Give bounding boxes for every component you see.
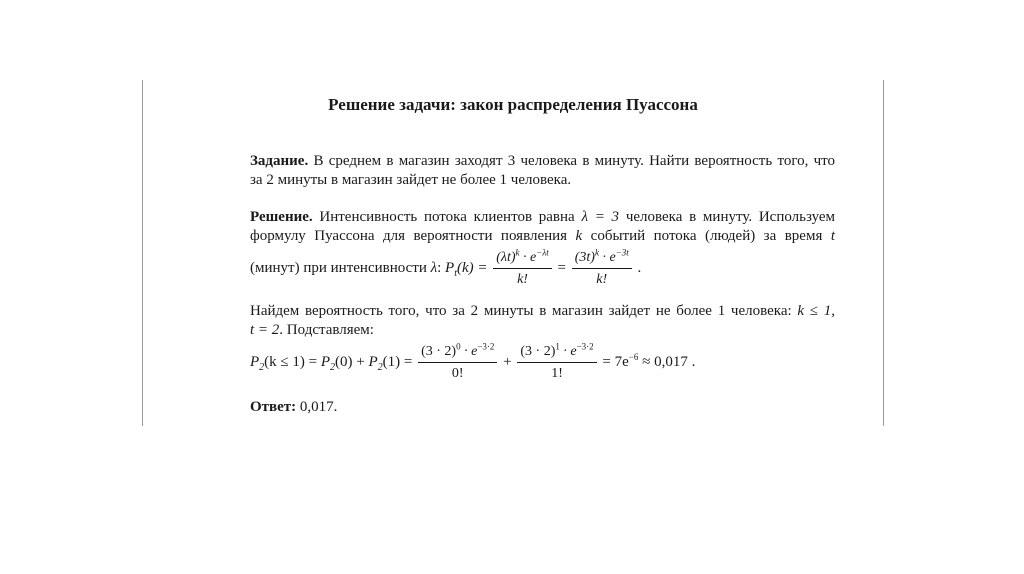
colon: : — [437, 259, 442, 276]
answer-value: 0,017. — [299, 399, 338, 415]
find-text-1: Найдем вероятность того, что за 2 минуты в магазин зайдет не более 1 человека: — [250, 303, 792, 319]
var-lambda: λ — [430, 259, 438, 276]
condition-k: k ≤ 1, — [797, 303, 835, 319]
document-page — [142, 80, 884, 426]
p-symbol: P — [368, 353, 378, 370]
num-exp-base: · e — [598, 250, 616, 265]
solution-text-1b: человека в минуту. Используем — [625, 209, 836, 225]
fraction-denominator: k! — [572, 268, 632, 289]
find-line-2 — [250, 321, 835, 340]
num-exp-base: · e — [519, 250, 537, 265]
num-base: (3t) — [574, 250, 595, 265]
p-subscript: 2 — [259, 361, 265, 373]
p-subscript: 2 — [377, 361, 383, 373]
p-symbol: P — [445, 259, 455, 276]
num-exponent: −λt — [536, 247, 549, 258]
period: . — [637, 259, 642, 276]
solution-text-1a: Интенсивность потока клиентов равна — [319, 209, 575, 225]
solution-text-2a: формулу Пуассона для вероятности появления — [250, 228, 568, 244]
num-exponent: −3·2 — [576, 341, 594, 352]
p-symbol: P — [320, 353, 331, 370]
solution-label: Решение. — [250, 209, 313, 225]
var-t: t — [830, 228, 835, 244]
p-subscript: 2 — [330, 361, 336, 373]
num-exponent: −3t — [615, 247, 629, 258]
find-paragraph — [250, 302, 835, 340]
formula-term-0: (0) + — [335, 353, 369, 370]
result-value: ≈ 0,017 . — [638, 353, 696, 370]
task-paragraph — [250, 152, 835, 190]
formula-lhs: (k ≤ 1) = — [264, 353, 321, 370]
num-power: k — [594, 247, 599, 258]
lambda-equation: λ = 3 — [581, 209, 620, 225]
formula-term-1: (1) = — [382, 353, 413, 370]
fraction-denominator: k! — [493, 268, 551, 289]
solution-paragraph — [250, 208, 835, 289]
answer-label: Ответ: — [250, 399, 297, 415]
num-power: 0 — [456, 341, 461, 352]
fraction-denominator: 1! — [517, 362, 596, 383]
fraction-numerator — [572, 248, 632, 268]
num-power: k — [515, 247, 520, 258]
num-exponent: −3·2 — [477, 341, 495, 352]
fraction-numerator — [418, 342, 497, 362]
num-base: (3 · 2) — [520, 344, 556, 359]
solution-line-2 — [250, 227, 835, 246]
fraction-denominator: 0! — [418, 362, 497, 383]
num-base: (3 · 2) — [421, 344, 457, 359]
fraction-k1 — [517, 342, 596, 383]
p-argument: (k) = — [456, 259, 488, 276]
answer-line — [250, 398, 835, 417]
plus-sign: + — [503, 353, 512, 370]
find-line-1 — [250, 302, 835, 321]
num-power: 1 — [555, 341, 560, 352]
task-label: Задание. — [250, 153, 309, 169]
answer-paragraph — [250, 398, 835, 417]
task-text-2: за 2 минуты в магазин зайдет не более 1 человека. — [250, 172, 572, 188]
p-symbol: P — [250, 353, 260, 370]
fraction-numerator — [517, 342, 596, 362]
task-line-1 — [250, 152, 835, 171]
p-subscript: t — [454, 267, 457, 279]
num-exp-base: · e — [460, 344, 478, 359]
result-base: = 7e — [602, 353, 629, 370]
page-title: Решение задачи: закон распределения Пуассона — [328, 95, 698, 114]
task-text-1: В среднем в магазин заходят 3 человека в минуту. Найти вероятность того, что — [313, 153, 836, 169]
condition-t: t = 2 — [250, 322, 280, 338]
formula-result — [602, 351, 696, 370]
poisson-fraction-general — [493, 248, 551, 289]
num-base: (λt) — [496, 250, 516, 265]
poisson-fraction-specific — [572, 248, 632, 289]
find-text-2: . Подставляем: — [279, 322, 374, 338]
num-exp-base: · e — [559, 344, 577, 359]
solution-text-3: (минут) при интенсивности — [250, 259, 427, 276]
formula-line — [250, 342, 835, 383]
fraction-k0 — [418, 342, 497, 383]
solution-text-2b: событий потока (людей) за время — [590, 228, 823, 244]
result-exponent: −6 — [628, 351, 639, 362]
poisson-lhs — [445, 259, 488, 279]
probability-formula — [250, 342, 835, 383]
fraction-numerator — [493, 248, 551, 268]
var-k: k — [575, 228, 583, 244]
solution-line-1 — [250, 208, 835, 227]
solution-line-3 — [250, 248, 835, 289]
equals-sign: = — [557, 259, 566, 276]
